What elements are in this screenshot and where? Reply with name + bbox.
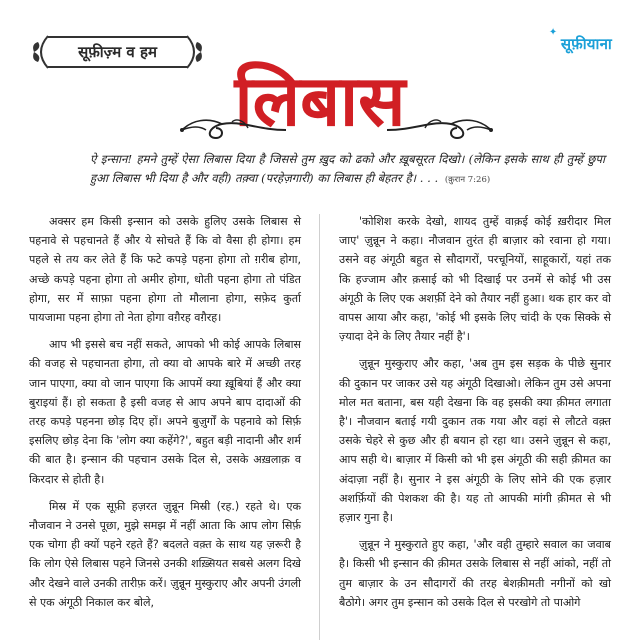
- quote-text: ऐ इन्सान! हमने तुम्हें ऐसा लिबास दिया है जिससे तुम ख़ुद को ढको और ख़ूबसूरत दिखो। (लेकिन इसके साथ ही तुम्हें छुपा हुआ लिबास भी दिया है और वही) तक़्वा (परहेज़गारी) का लिबास ही बेहतर है। . . .: [90, 152, 605, 185]
- article-paragraph: ज़ुन्नून मुस्कुराए और कहा, 'अब तुम इस सड़क के पीछे सुनार की दुकान पर जाकर उसे यह अंगूठी दिखाओ। लेकिन तुम उसे अपना मोल मत बताना, बस यही देखना कि वह इसकी क्या क़ीमत लगाता है'। नौजवान बताई गयी दुकान तक गया और वहां से लौटते वक़्त उसके चेहरे से कुछ और ही बयान हो रहा था। उसने ज़ुन्नून से कहा, आप सही थे। बाज़ार में किसी को भी इस अंगूठी की सही क़ीमत का अंदाज़ा नहीं है। सुनार ने इस अंगूठी के लिए सोने की एक हज़ार अशर्फ़ियों की पेशकश की है। यह तो आपकी मांगी क़ीमत से भी हज़ार गुना है।: [339, 357, 611, 525]
- quote-reference: (क़ुरान 7:26): [444, 175, 491, 185]
- article-paragraph: ज़ुन्नून ने मुस्कुराते हुए कहा, 'और वही तुम्हारे सवाल का जवाब है। किसी भी इन्सान की क़ीमत उसके लिबास से नहीं आंको, नहीं तो तुम बाज़ार के उन सौदागरों की तरह बेशक़ीमती नगीनों को खो बैठोगे। अगर तुम इन्सान को उसके दिल से परखोगे तो पाओगे: [339, 538, 611, 609]
- section-label: सूफ़ीज़्म व हम: [78, 43, 157, 61]
- brand-logo: [548, 27, 612, 54]
- article-paragraph: मिस्र में एक सूफ़ी हज़रत ज़ुन्नून मिस्री (रह.) रहते थे। एक नौजवान ने उनसे पूछा, मुझे समझ में नहीं आता कि आप लोग सिर्फ़ एक चोगा ही क्यों पहने रहते हैं? बदलते वक़्त के साथ यह ज़रूरी है कि लोग ऐसे लिबास पहने जिनसे उनकी शख़्सियत सबसे अलग दिखे और देखने वाले उनकी तारीफ़ करें। ज़ुन्नून मुस्कुराए और अपनी उंगली से एक अंगूठी निकाल कर बोले,: [29, 499, 301, 609]
- right-flourish-icon: [385, 114, 495, 144]
- article-column-left: [29, 212, 301, 620]
- left-flourish-icon: [178, 114, 288, 144]
- quran-quote: [90, 150, 605, 190]
- bird-icon: ✦: [548, 27, 558, 38]
- page-title: लिबास: [234, 59, 406, 142]
- brand-name: सूफ़ीयाना: [560, 35, 612, 53]
- article-column-right: [339, 212, 611, 620]
- column-divider: [319, 214, 320, 640]
- article-paragraph: अक्सर हम किसी इन्सान को उसके हुलिए उसके लिबास से पहनावे से पहचानते हैं और ये सोचते हैं कि वो वैसा ही होगा। हम पहले से तय कर लेते हैं कि फटे कपड़े पहना होगा तो ग़रीब होगा, अच्छे कपड़े पहना होगा तो अमीर होगा, धोती पहना होगा तो पंडित होगा, सर में साफ़ा पहना होगा तो मौलाना होगा, सफ़ेद कुर्ता पायजामा पहना होगा तो नेता होगा वग़ैरह वग़ैरह।: [29, 215, 301, 325]
- article-paragraph: आप भी इससे बच नहीं सकते, आपको भी कोई आपके लिबास की वजह से पहचानता होगा, तो क्या वो आपके बारे में अच्छी तरह जान पाएगा, क्या वो जान पाएगा कि आपमें क्या ख़ूबियां हैं और क्या बुराइयां हैं। हो सकता है इसी वजह से आप अपने बाप दादाओं की तरह कपड़े पहनना छोड़ दिए हों। अपने बुज़ुर्गों के पहनावे को सिर्फ़ इसलिए छोड़ देना कि 'लोग क्या कहेंगे?', बहुत बड़ी नादानी और शर्म की बात है। इन्सान की पहचान उसके दिल से, उसके अख़लाक़ व किरदार से होती है।: [29, 338, 301, 486]
- article-paragraph: 'कोशिश करके देखो, शायद तुम्हें वाक़ई कोई ख़रीदार मिल जाए' ज़ुन्नून ने कहा। नौजवान तुरंत ही बाज़ार को रवाना हो गया। उसने वह अंगूठी बहुत से सौदागरों, परचूनियों, साहूकारों, यहां तक कि हज्जाम और क़साई को भी दिखाई पर उनमें से कोई भी उस अंगूठी के लिए एक अशर्फ़ी देने को तैयार नहीं हुआ। थक हार कर वो वापस आया और कहा, 'कोई भी इसके लिए चांदी के एक सिक्के से ज़्यादा देने के लिए तैयार नहीं है'।: [339, 215, 611, 344]
